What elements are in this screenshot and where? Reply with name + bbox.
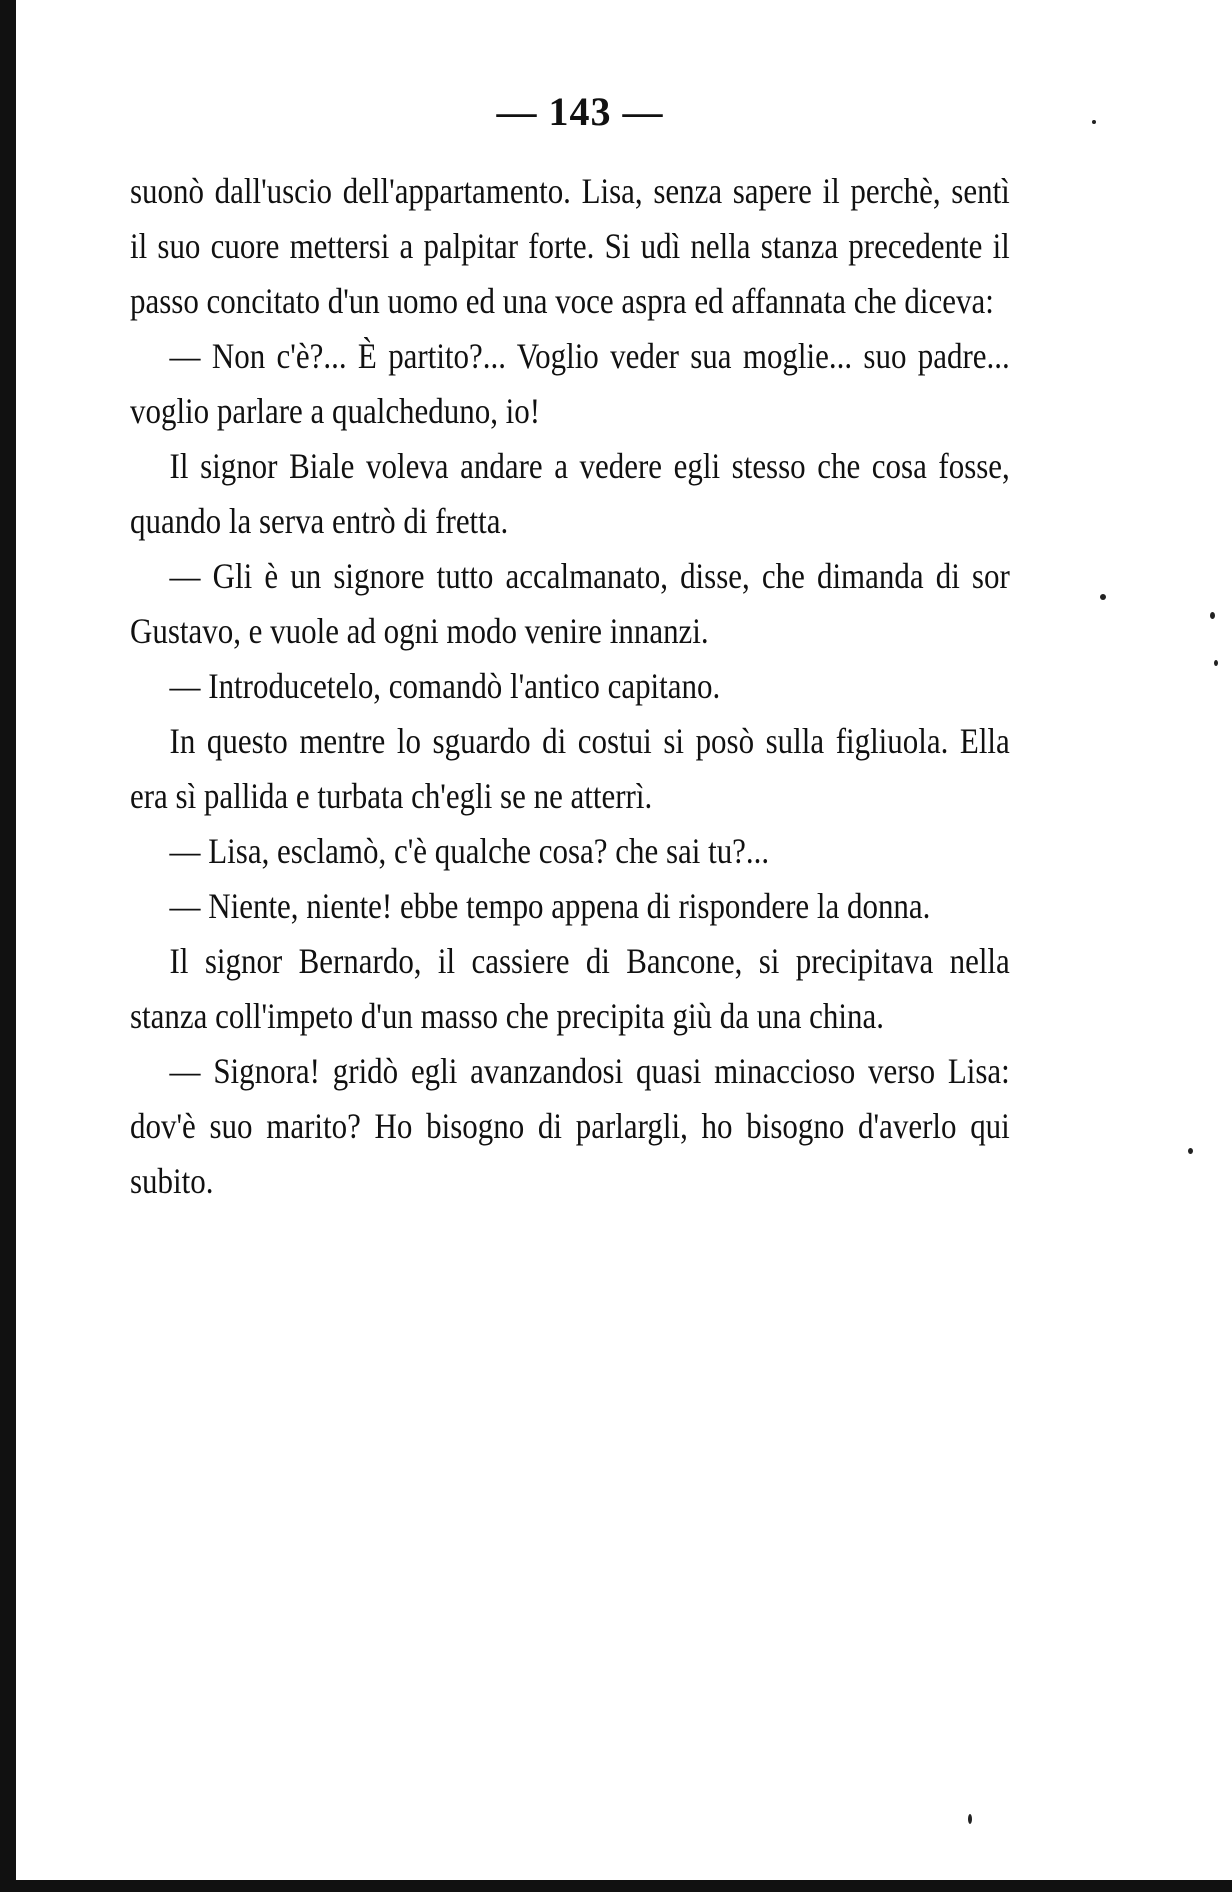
- scan-speck: [1210, 612, 1215, 619]
- paragraph-6: In questo mentre lo sguardo di costui si posò sulla figliuola. Ella era sì pallida e turbata ch'egli se ne atterrì.: [130, 721, 1010, 816]
- paragraph-4: — Gli è un signore tutto accalmanato, disse, che dimanda di sor Gustavo, e vuole ad ogni modo venire innanzi.: [130, 556, 1010, 651]
- page-bottom-edge: [16, 1880, 1232, 1892]
- paragraph-3: Il signor Biale voleva andare a vedere egli stesso che cosa fosse, quando la serva entrò di fretta.: [130, 446, 1010, 541]
- scan-speck: [1100, 594, 1106, 600]
- body-text: [130, 164, 1010, 1209]
- scan-speck: [1188, 1148, 1193, 1154]
- paragraph-2: — Non c'è?... È partito?... Voglio veder sua moglie... suo padre... voglio parlare a qualcheduno, io!: [130, 336, 1010, 431]
- paragraph-5: — Introducetelo, comandò l'antico capitano.: [169, 666, 721, 706]
- scan-speck: [1092, 120, 1096, 124]
- paragraph-9: Il signor Bernardo, il cassiere di Bancone, si precipitava nella stanza coll'impeto d'un masso che precipita giù da una china.: [130, 941, 1010, 1036]
- paragraph-7: — Lisa, esclamò, c'è qualche cosa? che sai tu?...: [169, 831, 770, 871]
- paragraph-1: suonò dall'uscio dell'appartamento. Lisa, senza sapere il perchè, sentì il suo cuore mettersi a palpitar forte. Si udì nella stanza precedente il passo concitato d'un uomo ed una voce aspra ed affannata che diceva:: [130, 171, 1010, 321]
- scan-speck: [968, 1814, 972, 1824]
- page-number: — 143 —: [496, 89, 664, 134]
- paragraph-10: — Signora! gridò egli avanzandosi quasi minaccioso verso Lisa: dov'è suo marito? Ho bisogno di parlargli, ho bisogno d'averlo qui subito.: [130, 1051, 1010, 1201]
- page-spine-edge: [0, 0, 16, 1892]
- paragraph-8: — Niente, niente! ebbe tempo appena di rispondere la donna.: [169, 886, 931, 926]
- scan-speck: [1214, 660, 1218, 666]
